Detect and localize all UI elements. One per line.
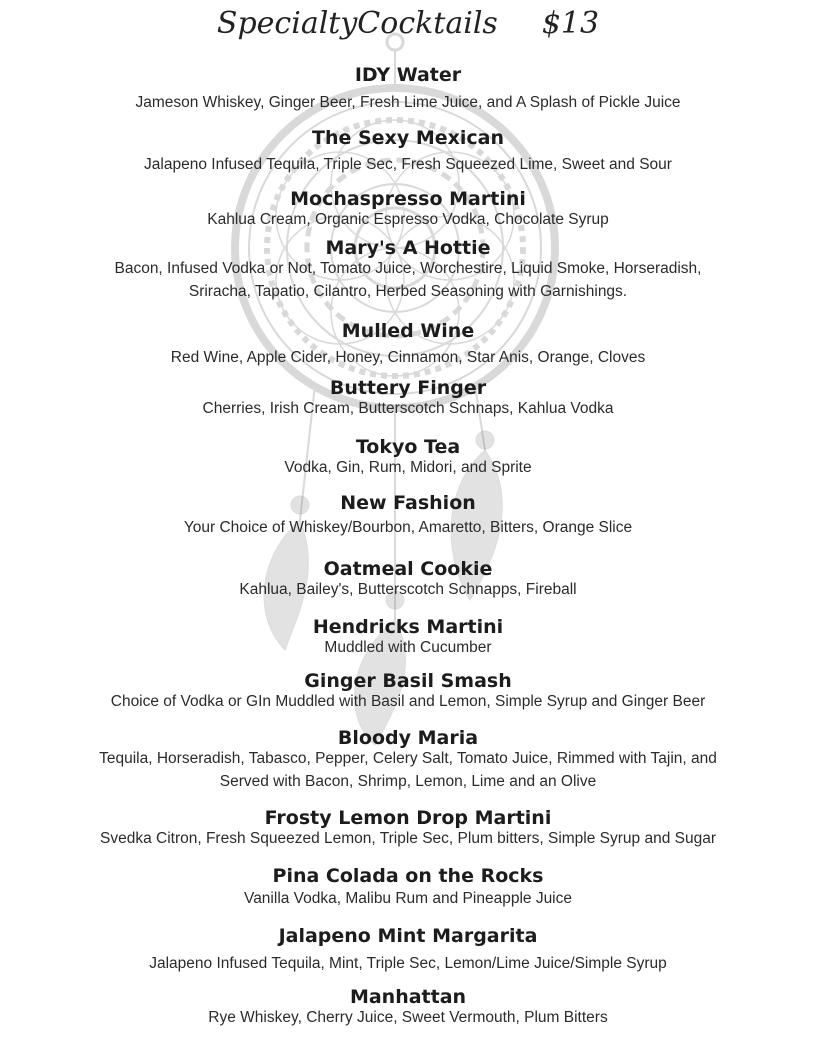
cocktail-name: Mulled Wine bbox=[341, 320, 475, 342]
menu-item bbox=[20, 320, 796, 369]
cocktail-description: Bacon, Infused Vodka or Not, Tomato Juice, Worchestire, Liquid Smoke, Horseradish, bbox=[114, 260, 702, 277]
cocktail-description: Choice of Vodka or GIn Muddled with Basil and Lemon, Simple Syrup and Ginger Beer bbox=[110, 693, 706, 710]
cocktail-description: Vodka, Gin, Rum, Midori, and Sprite bbox=[284, 459, 532, 476]
cocktail-name: Mochaspresso Martini bbox=[290, 188, 526, 210]
cocktail-description-line2: Sriracha, Tapatio, Cilantro, Herbed Seasoning with Garnishings. bbox=[188, 283, 628, 300]
cocktail-name: Hendricks Martini bbox=[312, 616, 504, 638]
cocktail-description-line2: Served with Bacon, Shrimp, Lemon, Lime and an Olive bbox=[219, 773, 597, 790]
cocktail-description: Vanilla Vodka, Malibu Rum and Pineapple Juice bbox=[244, 890, 572, 907]
menu-item bbox=[20, 807, 796, 850]
menu-item bbox=[20, 616, 796, 659]
menu-item bbox=[20, 925, 796, 975]
cocktail-name: Oatmeal Cookie bbox=[323, 558, 493, 580]
cocktail-description: Jalapeno Infused Tequila, Mint, Triple Sec, Lemon/Lime Juice/Simple Syrup bbox=[149, 955, 667, 972]
menu-item bbox=[20, 237, 796, 303]
menu-item bbox=[20, 436, 796, 479]
cocktail-name: Bloody Maria bbox=[337, 727, 479, 749]
cocktail-description: Your Choice of Whiskey/Bourbon, Amaretto, Bitters, Orange Slice bbox=[183, 519, 633, 536]
menu-header bbox=[0, 6, 816, 50]
menu-item bbox=[20, 492, 796, 539]
menu-item bbox=[20, 986, 796, 1029]
cocktail-description: Kahlua, Bailey's, Butterscotch Schnapps, Fireball bbox=[239, 581, 577, 598]
cocktail-description: Red Wine, Apple Cider, Honey, Cinnamon, Star Anis, Orange, Cloves bbox=[170, 349, 646, 366]
menu-item bbox=[20, 670, 796, 713]
menu-item bbox=[20, 64, 796, 114]
menu-item bbox=[20, 727, 796, 793]
cocktail-description: Rye Whiskey, Cherry Juice, Sweet Vermouth, Plum Bitters bbox=[208, 1009, 608, 1026]
cocktail-name: The Sexy Mexican bbox=[312, 127, 504, 149]
cocktail-name: Ginger Basil Smash bbox=[304, 670, 512, 692]
cocktail-description: Muddled with Cucumber bbox=[324, 639, 492, 656]
menu-item bbox=[20, 188, 796, 231]
menu-price: $13 bbox=[541, 6, 600, 41]
cocktail-name: IDY Water bbox=[354, 64, 462, 86]
cocktail-name: Mary's A Hottie bbox=[325, 237, 491, 259]
menu-item bbox=[20, 558, 796, 601]
cocktail-description: Svedka Citron, Fresh Squeezed Lemon, Triple Sec, Plum bitters, Simple Syrup and Sugar bbox=[100, 830, 716, 847]
menu-item bbox=[20, 127, 796, 176]
cocktail-description: Jameson Whiskey, Ginger Beer, Fresh Lime Juice, and A Splash of Pickle Juice bbox=[135, 94, 681, 111]
cocktail-name: New Fashion bbox=[340, 492, 476, 514]
cocktail-name: Buttery Finger bbox=[329, 377, 487, 399]
menu-title: SpecialtyCocktails bbox=[216, 6, 498, 41]
cocktail-name: Frosty Lemon Drop Martini bbox=[264, 807, 552, 829]
cocktail-description: Kahlua Cream, Organic Espresso Vodka, Chocolate Syrup bbox=[207, 211, 609, 228]
menu-item bbox=[20, 865, 796, 910]
cocktail-name: Jalapeno Mint Margarita bbox=[278, 925, 538, 947]
menu-item bbox=[20, 377, 796, 420]
cocktail-name: Pina Colada on the Rocks bbox=[272, 865, 544, 887]
cocktail-description: Tequila, Horseradish, Tabasco, Pepper, Celery Salt, Tomato Juice, Rimmed with Tajin, and bbox=[99, 750, 717, 767]
cocktail-name: Tokyo Tea bbox=[355, 436, 461, 458]
cocktail-description: Jalapeno Infused Tequila, Triple Sec, Fresh Squeezed Lime, Sweet and Sour bbox=[144, 156, 672, 173]
cocktail-description: Cherries, Irish Cream, Butterscotch Schnaps, Kahlua Vodka bbox=[202, 400, 614, 417]
cocktail-name: Manhattan bbox=[349, 986, 467, 1008]
